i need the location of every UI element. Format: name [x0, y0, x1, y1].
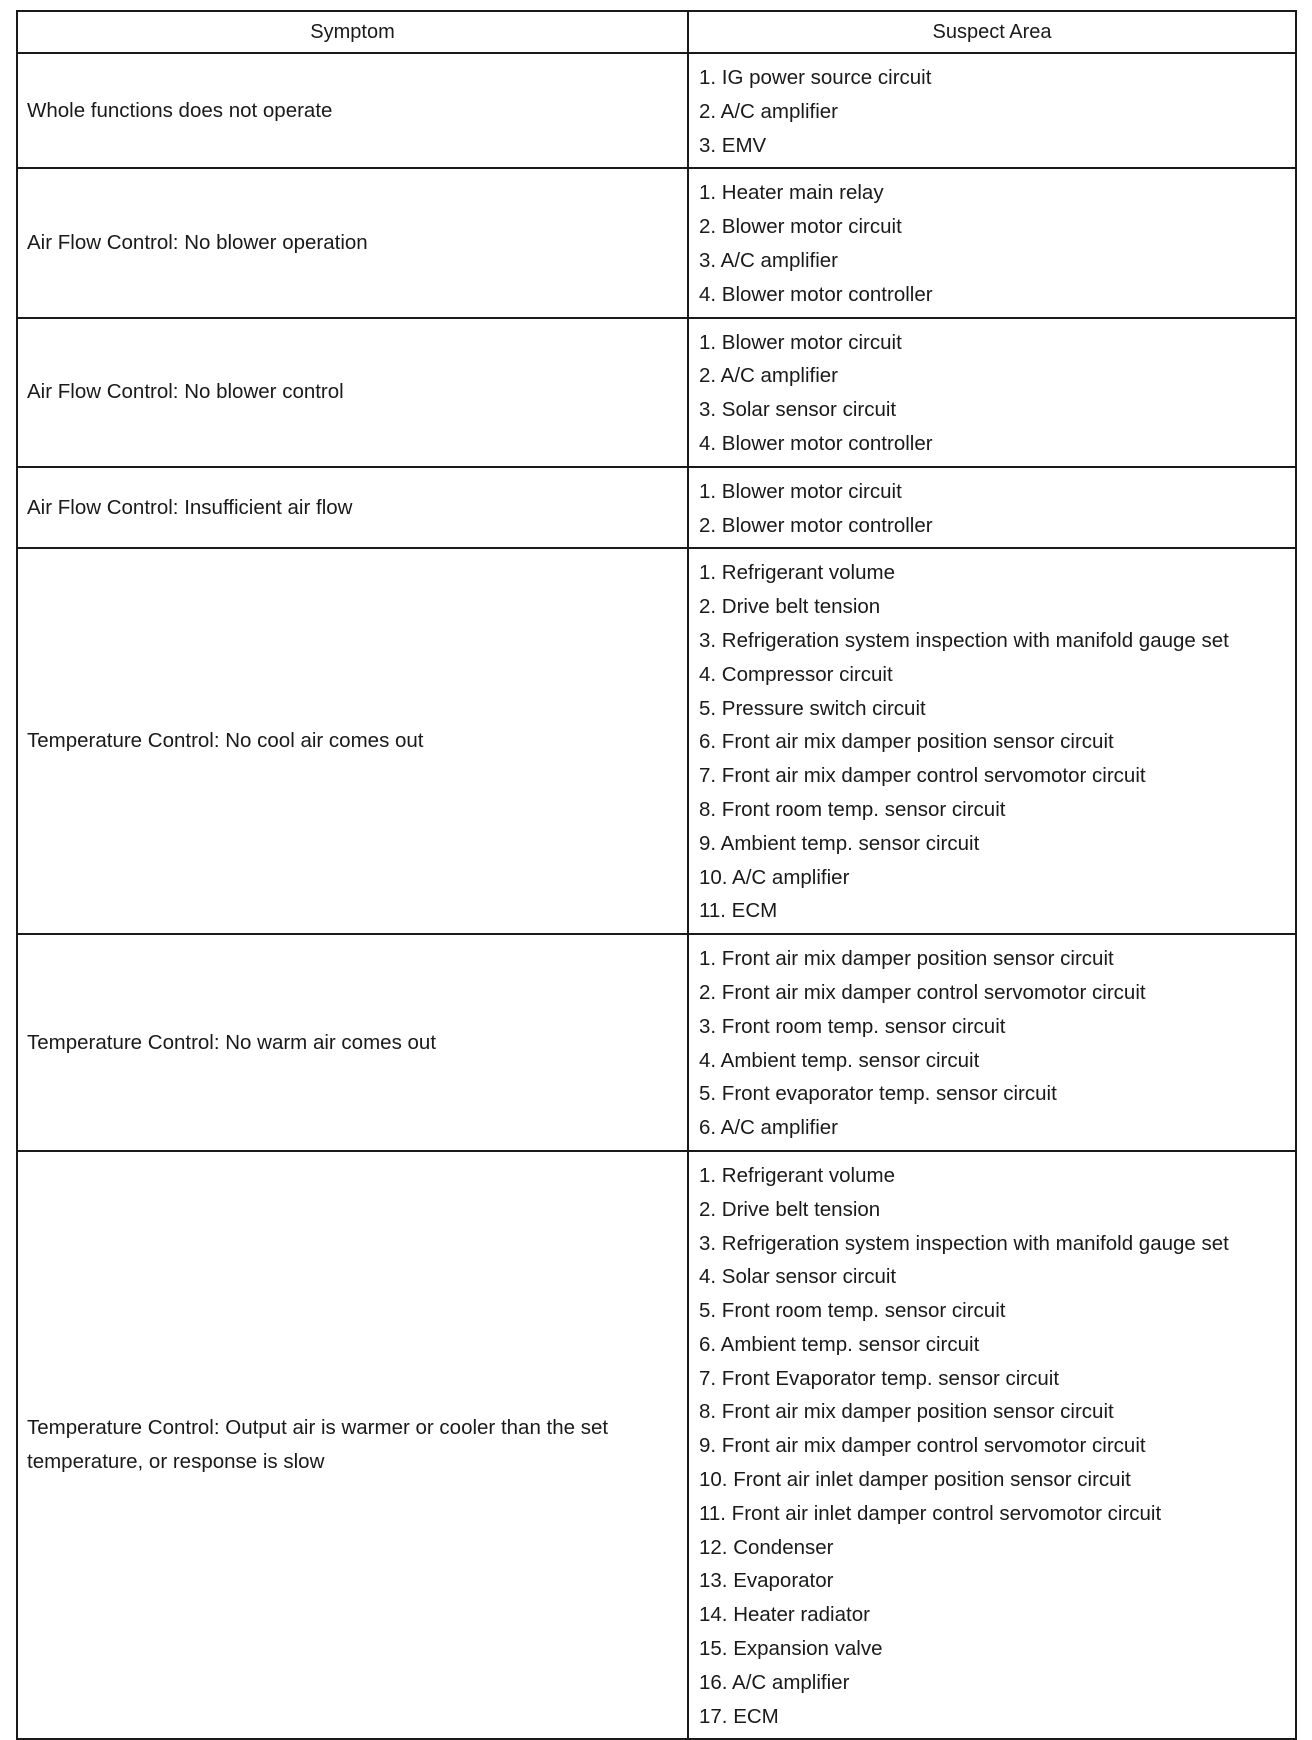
suspect-area-item: 13. Evaporator	[699, 1569, 834, 1593]
table-row	[17, 168, 1296, 317]
suspect-area-item: 8. Front air mix damper position sensor circuit	[699, 1400, 1114, 1424]
symptom-cell: Air Flow Control: No blower control	[17, 318, 688, 467]
suspect-area-item: 3. A/C amplifier	[699, 248, 838, 272]
suspect-area-item: 1. Front air mix damper position sensor circuit	[699, 947, 1114, 971]
suspect-area-item: 10. A/C amplifier	[699, 865, 850, 889]
suspect-area-item: 15. Expansion valve	[699, 1637, 883, 1661]
suspect-area-item: 3. EMV	[699, 133, 767, 157]
suspect-area-item: 2. A/C amplifier	[699, 99, 838, 123]
suspect-area-item: 6. A/C amplifier	[699, 1116, 838, 1140]
symptom-cell: Air Flow Control: Insufficient air flow	[17, 467, 688, 549]
suspect-area-header: Suspect Area	[688, 11, 1296, 53]
suspect-area-item: 2. Front air mix damper control servomotor circuit	[699, 980, 1146, 1004]
suspect-area-list	[699, 326, 1291, 461]
suspect-area-item: 11. Front air inlet damper control servomotor circuit	[699, 1501, 1162, 1525]
suspect-area-cell	[688, 53, 1296, 168]
suspect-area-item: 12. Condenser	[699, 1535, 834, 1559]
suspect-area-cell	[688, 168, 1296, 317]
suspect-area-item: 4. Blower motor controller	[699, 431, 933, 455]
suspect-area-item: 2. A/C amplifier	[699, 364, 838, 388]
symptom-cell: Temperature Control: No warm air comes out	[17, 934, 688, 1151]
suspect-area-item: 4. Solar sensor circuit	[699, 1265, 897, 1289]
suspect-area-item: 10. Front air inlet damper position sensor circuit	[699, 1468, 1131, 1492]
suspect-area-item: 5. Front evaporator temp. sensor circuit	[699, 1082, 1057, 1106]
suspect-area-item: 4. Blower motor controller	[699, 282, 933, 306]
suspect-area-item: 4. Ambient temp. sensor circuit	[699, 1048, 980, 1072]
suspect-area-item: 5. Pressure switch circuit	[699, 696, 926, 720]
suspect-area-list	[699, 176, 1291, 311]
table-row	[17, 318, 1296, 467]
suspect-area-item: 6. Front air mix damper position sensor circuit	[699, 730, 1114, 754]
table-body	[17, 53, 1296, 1739]
suspect-area-item: 4. Compressor circuit	[699, 662, 893, 686]
suspect-area-item: 2. Drive belt tension	[699, 1197, 881, 1221]
suspect-area-item: 6. Ambient temp. sensor circuit	[699, 1332, 980, 1356]
suspect-area-cell	[688, 1151, 1296, 1740]
suspect-area-item: 7. Front air mix damper control servomotor circuit	[699, 764, 1146, 788]
symptom-cell: Whole functions does not operate	[17, 53, 688, 168]
suspect-area-item: 11. ECM	[699, 899, 778, 923]
suspect-area-item: 9. Ambient temp. sensor circuit	[699, 831, 980, 855]
suspect-area-list	[699, 475, 1291, 543]
suspect-area-cell	[688, 548, 1296, 934]
suspect-area-list	[699, 942, 1291, 1145]
suspect-area-cell	[688, 934, 1296, 1151]
suspect-area-item: 5. Front room temp. sensor circuit	[699, 1299, 1006, 1323]
symptom-cell: Temperature Control: No cool air comes out	[17, 548, 688, 934]
suspect-area-item: 1. Refrigerant volume	[699, 1163, 895, 1187]
table-row	[17, 467, 1296, 549]
symptom-cell: Temperature Control: Output air is warmer or cooler than the set temperature, or response is slow	[17, 1151, 688, 1740]
table-row	[17, 548, 1296, 934]
suspect-area-item: 1. Refrigerant volume	[699, 561, 895, 585]
suspect-area-item: 17. ECM	[699, 1704, 779, 1728]
header-row	[17, 11, 1296, 53]
suspect-area-item: 2. Drive belt tension	[699, 595, 881, 619]
suspect-area-item: 8. Front room temp. sensor circuit	[699, 797, 1006, 821]
suspect-area-item: 14. Heater radiator	[699, 1603, 870, 1627]
suspect-area-list	[699, 556, 1291, 928]
suspect-area-list	[699, 61, 1291, 162]
suspect-area-cell	[688, 467, 1296, 549]
symptom-cell: Air Flow Control: No blower operation	[17, 168, 688, 317]
symptom-table	[16, 10, 1297, 1740]
suspect-area-item: 1. Blower motor circuit	[699, 330, 902, 354]
suspect-area-cell	[688, 318, 1296, 467]
table-row	[17, 1151, 1296, 1740]
suspect-area-item: 1. Heater main relay	[699, 181, 884, 205]
suspect-area-item: 7. Front Evaporator temp. sensor circuit	[699, 1366, 1060, 1390]
suspect-area-item: 1. IG power source circuit	[699, 66, 932, 89]
symptom-header: Symptom	[17, 11, 688, 53]
suspect-area-item: 3. Refrigeration system inspection with manifold gauge set	[699, 1231, 1229, 1255]
suspect-area-item: 9. Front air mix damper control servomotor circuit	[699, 1434, 1146, 1458]
suspect-area-item: 3. Refrigeration system inspection with manifold gauge set	[699, 628, 1229, 652]
suspect-area-item: 3. Front room temp. sensor circuit	[699, 1014, 1006, 1038]
suspect-area-list	[699, 1159, 1291, 1734]
suspect-area-item: 3. Solar sensor circuit	[699, 398, 897, 422]
table-row	[17, 934, 1296, 1151]
table-row	[17, 53, 1296, 168]
suspect-area-item: 2. Blower motor circuit	[699, 215, 902, 239]
suspect-area-item: 16. A/C amplifier	[699, 1670, 850, 1694]
suspect-area-item: 1. Blower motor circuit	[699, 479, 902, 503]
suspect-area-item: 2. Blower motor controller	[699, 513, 933, 537]
